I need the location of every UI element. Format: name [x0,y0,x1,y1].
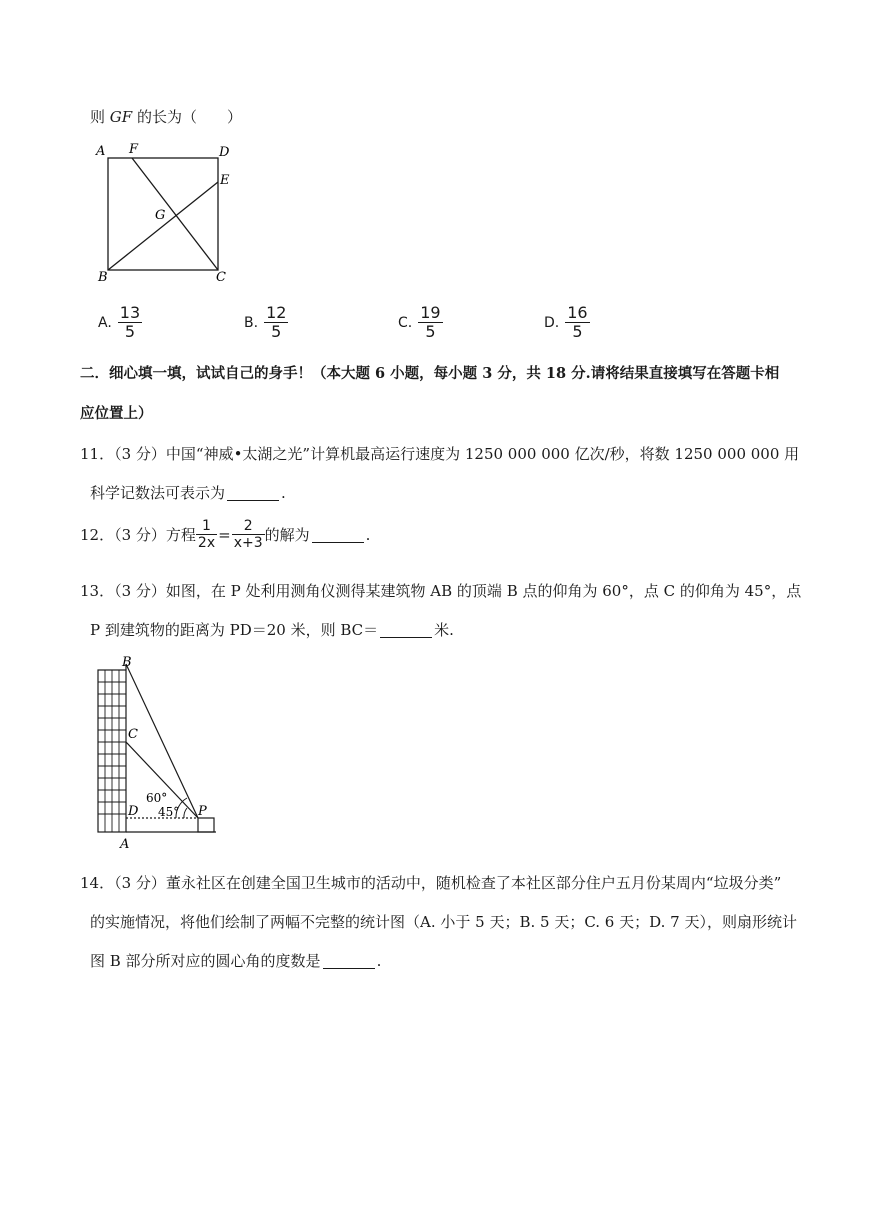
q10-option-d[interactable] [544,304,590,342]
q12-prefix: 12．（3 分）方程 [80,526,196,545]
q13-line2-suffix: 米. [434,621,454,639]
q14-line3-suffix: . [376,952,382,970]
fraction-denominator: x+3 [233,535,263,552]
q12-end: . [365,525,371,544]
q14-line2: 的实施情况，将他们绘制了两幅不完整的统计图（A. 小于 5 天；B. 5 天；C. 6 天；D. 7 天），则扇形统计 [90,913,797,931]
q11-line2-suffix: . [281,484,286,502]
q12-fraction-right [232,518,265,551]
fraction-denominator: 5 [271,322,282,342]
square-figure [92,138,242,288]
q14-line1: 14．（3 分）董永社区在创建全国卫生城市的活动中，随机检查了本社区部分住户五月份某周内“垃圾分类” [80,874,782,892]
label-a: A [120,837,130,852]
q10-stem-prefix: 则 [90,108,110,126]
section2-heading-line2: 应位置上） [80,405,153,422]
q10-option-c[interactable] [398,304,443,342]
label-d: D [128,804,139,819]
option-letter: C. [398,314,413,331]
instrument-box [198,818,214,832]
option-letter: A. [98,314,112,331]
q10-stem-var: GF [109,108,133,126]
label-a: A [96,144,106,159]
q10-option-b[interactable] [244,304,288,342]
q10-option-a[interactable] [98,304,142,342]
label-g: G [155,208,166,223]
fraction-denominator: 5 [124,322,136,342]
q12-suffix-text: 的解为 [264,526,310,545]
fraction-numerator: 12 [266,303,287,322]
q10-stem-suffix: 的长为（ ） [132,108,242,126]
option-fraction [565,304,589,342]
label-c: C [128,727,138,742]
fraction-denominator: 5 [572,322,583,342]
angle-label-60: 60° [146,791,168,805]
fraction-numerator: 19 [420,303,441,322]
angle-arc-45 [184,808,187,818]
label-d: D [219,145,230,160]
label-b: B [98,270,108,285]
q10-stem [90,106,242,127]
building-figure [88,652,228,852]
fraction-numerator: 13 [119,303,141,322]
q13-line2 [90,619,454,640]
angle-label-45: 45° [158,805,180,819]
q14-answer-blank[interactable] [323,967,375,969]
label-b: B [122,655,132,670]
q13-answer-blank[interactable] [380,636,432,638]
line-be [108,182,218,270]
q13-line1: 13．（3 分）如图，在 P 处利用测角仪测得某建筑物 AB 的顶端 B 点的仰角为 60°，点 C 的仰角为 45°，点 [80,582,802,600]
q11-line1: 11．（3 分）中国“神威•太湖之光”计算机最高运行速度为 1250 000 000 亿次/秒，将数 1250 000 000 用 [80,445,800,463]
q12-answer-blank[interactable] [312,541,364,543]
fraction-numerator: 2 [243,518,253,534]
q11-line2 [90,482,286,503]
label-p: P [198,804,207,819]
option-fraction [264,304,288,342]
q11-line2-prefix: 科学记数法可表示为 [90,484,226,502]
q14-line3 [90,950,381,971]
fraction-numerator: 1 [202,518,211,534]
fraction-denominator: 5 [425,322,436,342]
q11-answer-blank[interactable] [227,499,279,501]
label-e: E [220,173,230,188]
fraction-denominator: 2x [197,535,216,552]
q12-line [80,518,370,551]
section2-heading-line1: 二．细心填一填，试试自己的身手！（本大题 6 小题，每小题 3 分，共 18 分.请将结果直接填写在答题卡相 [80,365,780,382]
q13-line2-prefix: P 到建筑物的距离为 PD＝20 米，则 BC＝ [90,621,379,639]
label-c: C [216,270,226,285]
q14-line3-prefix: 图 B 部分所对应的圆心角的度数是 [90,952,321,970]
option-letter: D. [544,314,560,331]
label-f: F [129,142,139,157]
fraction-numerator: 16 [567,303,588,322]
option-fraction [118,304,142,342]
line-fc [132,158,218,270]
q12-equals: = [218,525,231,544]
option-fraction [418,304,442,342]
option-letter: B. [244,314,259,331]
q12-fraction-left [196,518,217,551]
